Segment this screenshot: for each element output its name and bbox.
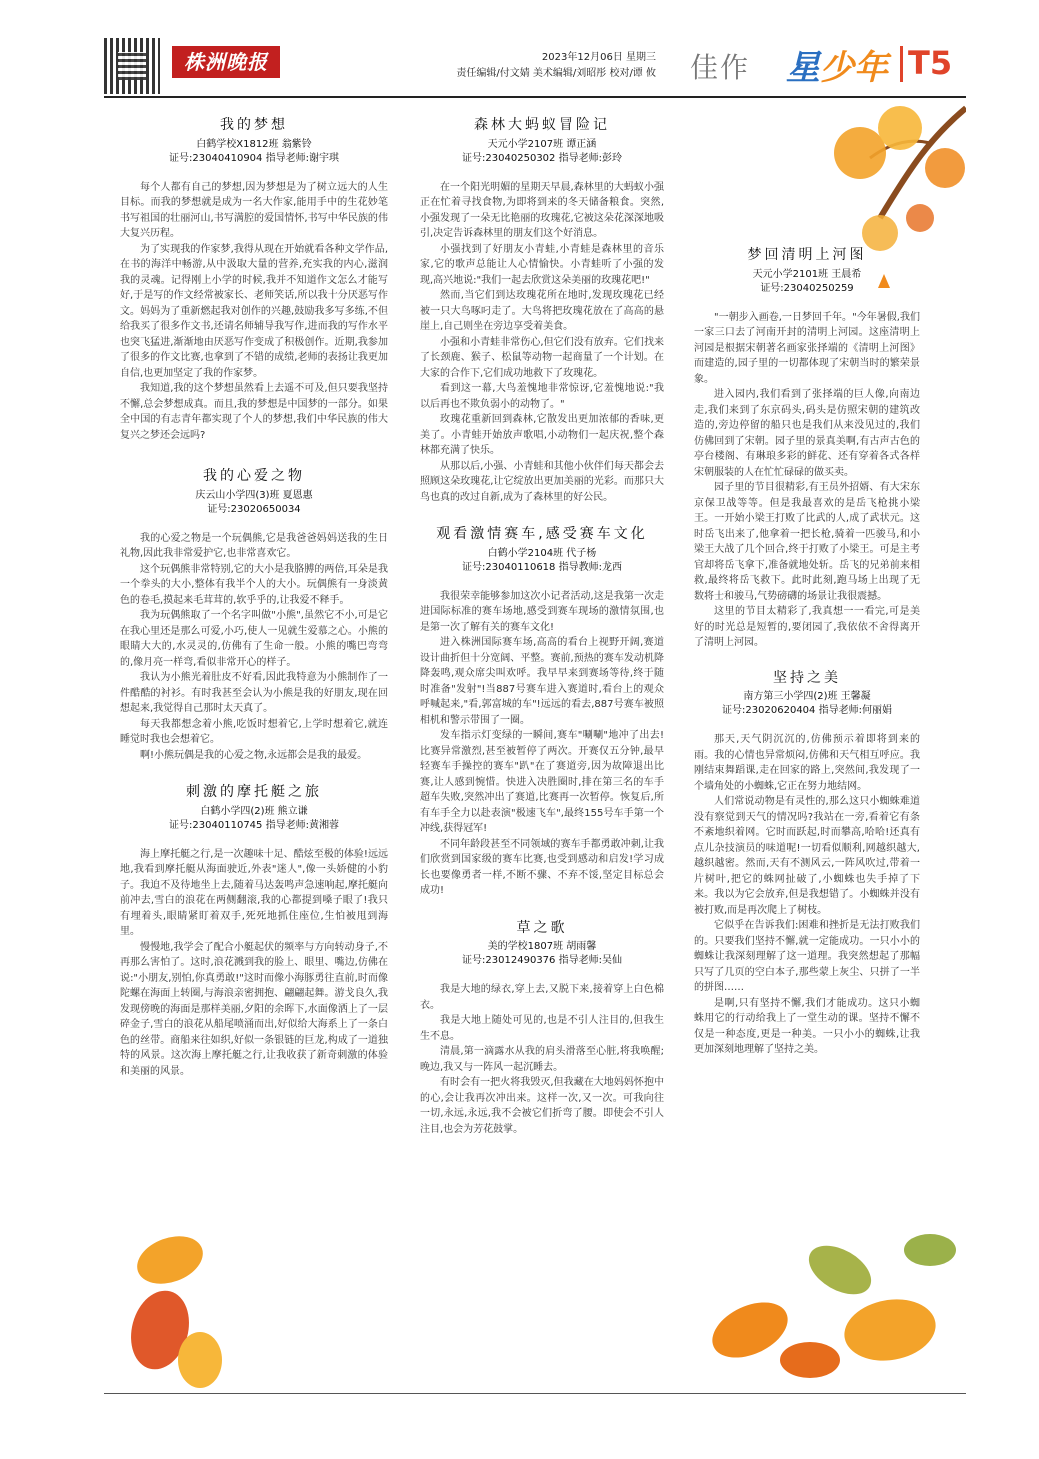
article-grass-song	[420, 921, 664, 1138]
column-2	[420, 118, 664, 1151]
article-paragraph: "一朝步入画卷,一日梦回千年。"今年暑假,我们一家三口去了河南开封的清明上河园。这座清明上河园是根据宋朝著名画家张择端的《清明上河图》而建造的,园子里的一切都体现了宋朝当时的繁荣景象。	[694, 311, 920, 385]
article-paragraph: 进入株洲国际赛车场,高高的看台上视野开阔,赛道设计曲折但十分宽阔、平整。赛前,预热的赛车发动机降降轰鸣,观众席尖叫欢呼。我早早来到赛场等待,终于随时准备"发射"!当887号赛车进入赛道时,看台上的观众呼喊起来,"看,郭富城的车"!远远的看去,887号赛车被照相机和警示带围了一圈。	[420, 637, 664, 726]
article-paragraph: 慢慢地,我学会了配合小艇起伏的频率与方向转动身子,不再那么害怕了。这时,浪花溅到我的脸上、眼里、嘴边,仿佛在说:"小朋友,别怕,你真勇敢!"这时而像小海豚勇往直前,时而像陀螺在海面上转圈,与海浪亲密拥抱、翩翩起舞。游戈良久,我发现傍晚的海面是那样美丽,夕阳的余晖下,水面像洒上了一层碎金子,雪白的浪花从船尾喷涌而出,好似给大海系上了一条白色的丝带。商船来往如织,好似一条银链的巨龙,构成了一道独特的风景。这次海上摩托艇之行,让我收获了新奇刺激的体验和美丽的风景。	[120, 941, 388, 1077]
article-beloved-thing	[120, 469, 388, 763]
footer-rule	[104, 1393, 966, 1394]
article-title: 我的梦想	[220, 117, 288, 133]
article-byline: 天元小学2101班 王晨希	[752, 268, 862, 280]
article-title: 坚持之美	[773, 669, 841, 686]
article-paragraph: 人们常说动物是有灵性的,那么这只小蜘蛛难道没有察觉到天气的情况吗?我站在一旁,看着它有条不紊地织着网。它时而跃起,时而攀高,哈哈!还真有点儿杂技演员的味道呢!一切看似顺利,网越织越大,越织越密。然而,天有不测风云,一阵风吹过,带着一片树叶,把它的蛛网扯破了,小蜘蛛也失手掉了下来。我以为它会放弃,但是我想错了。小蜘蛛并没有被打败,而是再次爬上了树枝。	[694, 796, 920, 916]
article-cert: 证号:23040250302 指导老师:彭玲	[462, 152, 622, 164]
article-title: 森林大蚂蚁冒险记	[474, 117, 610, 133]
section-title: 佳作	[690, 51, 751, 84]
page-divider	[900, 46, 903, 82]
article-paragraph: 它似乎在告诉我们:困难和挫折是无法打败我们的。只要我们坚持不懈,就一定能成功。一只小小的蜘蛛让我深刻理解了这一道理。我突然想起了那幅只写了几页的空白本子,那些蒙上灰尘、只拼了一半的拼图……	[694, 920, 920, 993]
article-byline: 白鹤小学四(2)班 熊立谦	[200, 805, 308, 817]
article-racing	[420, 527, 664, 899]
article-paragraph: 为了实现我的作家梦,我得从现在开始就看各种文学作品,在书的海洋中畅游,从中汲取大量的营养,充实我的内心,滋润我的灵魂。记得刚上小学的时候,我并不知道作文怎么才能写好,于是写的作文经常被家长、老师笑话,所以我十分厌恶写作文。妈妈为了重新燃起我对创作的兴趣,鼓励我多写多练,不但给我买了很多作文书,还请名师辅导我写作,进而我的写作水平也突飞猛进,渐渐地由厌恶写作变成了积极创作。近期,我参加了很多的作文比赛,也拿到了不错的成绩,老师的表扬让我更加自信,也更加坚定了我的作家梦。	[120, 243, 388, 379]
article-paragraph: 我认为小熊光着肚皮不好看,因此我特意为小熊制作了一件酷酷的衬衫。有时我甚至会认为小熊是我的好朋友,现在回想起来,我觉得自己那时太天真了。	[120, 672, 388, 714]
article-paragraph: 从那以后,小强、小青蛙和其他小伙伴们每天都会去照顾这朵玫瑰花,让它绽放出更加美丽的光彩。而那只大鸟也真的改过自新,成为了森林里的好公民。	[420, 460, 664, 503]
article-perseverance	[694, 671, 920, 1058]
leaves-illustration-right	[690, 1210, 966, 1390]
article-paragraph: 看到这一幕,大鸟羞愧地非常惊讶,它羞愧地说:"我以后再也不欺负弱小的动物了。"	[420, 383, 664, 410]
article-title: 观看激情赛车,感受赛车文化	[436, 526, 648, 542]
article-paragraph: 每个人都有自己的梦想,因为梦想是为了树立远大的人生目标。而我的梦想就是成为一名大作家,能用手中的生花妙笔书写祖国的壮丽河山,书写满腔的爱国情怀,书写中华民族的伟大复兴历程。	[120, 181, 388, 239]
article-qingming-dream	[694, 248, 920, 651]
column-1	[120, 118, 388, 1093]
article-paragraph: 我是大地上随处可见的,也是不引人注目的,但我生生不息。	[420, 1015, 664, 1042]
page-number: T5	[908, 44, 953, 82]
article-paragraph: 我的心爱之物是一个玩偶熊,它是我爸爸妈妈送我的生日礼物,因此我非常爱护它,也非常喜欢它。	[120, 532, 388, 559]
article-title: 草之歌	[516, 919, 568, 936]
article-title: 刺激的摩托艇之旅	[186, 784, 322, 800]
article-byline: 白鹤小学2104班 代子杨	[487, 547, 597, 559]
article-cert: 证号:23012490376 指导老师:吴仙	[462, 955, 622, 966]
article-paragraph: 清晨,第一滴露水从我的肩头滑落至心脏,将我唤醒;晚边,我又与一阵风一起沉睡去。	[420, 1046, 664, 1073]
article-my-dream	[120, 118, 388, 443]
issue-staff: 责任编辑/付文婧 美术编辑/刘昭彤 校对/谭 攸	[456, 68, 656, 79]
issue-date: 2023年12月06日 星期三	[541, 52, 656, 63]
supplement-logo-star: 星	[786, 48, 820, 88]
article-title: 梦回清明上河图	[747, 247, 867, 263]
article-byline: 天元小学2107班 谭正涵	[487, 138, 597, 150]
article-ant-adventure	[420, 118, 664, 505]
qr-code	[104, 38, 160, 94]
article-byline: 美的学校1807班 胡雨馨	[487, 941, 597, 952]
article-paragraph: 是啊,只有坚持不懈,我们才能成功。这只小蜘蛛用它的行动给我上了一堂生动的课。坚持不懈不仅是一种态度,更是一种美。一只小小的蜘蛛,让我更加深刻地理解了坚持之美。	[694, 997, 920, 1055]
article-cert: 证号:23020650034	[207, 503, 301, 515]
supplement-logo	[786, 40, 888, 89]
article-paragraph: 我知道,我的这个梦想虽然看上去遥不可及,但只要我坚持不懈,总会梦想成真。而且,我的梦想是中国梦的一部分。如果全中国的有志青年都实现了个人的梦想,我们中华民族的伟大复兴之梦还会远吗?	[120, 383, 388, 441]
supplement-logo-youth: 少年	[820, 48, 888, 88]
article-paragraph: 我为玩偶熊取了一个名字叫做"小熊",虽然它不小,可是它在我心里还是那么可爱,小巧,使人一见就生爱慕之心。小熊的眼睛大大的,水灵灵的,仿佛有了生命一般。小熊的嘴巴弯弯的,像月亮一样弯,看似非常开心的样子。	[120, 610, 388, 668]
article-byline: 庆云山小学四(3)班 夏恩惠	[195, 489, 313, 501]
article-cert: 证号:23020620404 指导老师:何丽娟	[722, 705, 892, 716]
newspaper-logo: 株洲晚报	[172, 46, 280, 78]
article-paragraph: 小强和小青蛙非常伤心,但它们没有放弃。它们找来了长颈鹿、猴子、松鼠等动物一起商量了一个计划。在大家的合作下,它们成功地救下了玫瑰花。	[420, 336, 664, 379]
article-byline: 南方第三小学四(2)班 王馨凝	[743, 691, 871, 702]
article-paragraph: 那天,天气阴沉沉的,仿佛预示着即将到来的雨。我的心情也异常烦闷,仿佛和天气相互呼应。我刚结束舞蹈课,走在回家的路上,突然间,我发现了一个墙角处的小蜘蛛,它正在努力地结网。	[694, 734, 920, 792]
article-jetski-trip	[120, 785, 388, 1079]
article-cert: 证号:23040410904 指导老师:谢宇琪	[169, 152, 339, 164]
article-paragraph: 发车指示灯变绿的一瞬间,赛车"唰唰"地冲了出去!比赛异常激烈,甚至被暂停了两次。开赛仅五分钟,最早轻赛车手操控的赛车"趴"在了赛道旁,因为故障退出比赛,让人感到惋惜。快进入决胜圈时,排在第三名的车手超车失败,突然冲出了赛道,比赛再一次暂停。恢复后,所有车手全力以赴表演"极速飞车",最终155号车手第一个冲线,获得冠军!	[420, 730, 664, 834]
column-3	[694, 248, 920, 1072]
article-paragraph: 啊!小熊玩偶是我的心爱之物,永远都会是我的最爱。	[140, 749, 368, 761]
article-paragraph: 园子里的节目很精彩,有王员外招婿、有大宋东京保卫战等等。但是我最喜欢的是岳飞枪挑小梁王。一开始小梁王打败了比武的人,成了武状元。这时岳飞出来了,他拿着一把长枪,骑着一匹骏马,和小梁王大战了几个回合,终于打败了小梁王。可是主考官却将岳飞拿下,准备就地处斩。岳飞的兄弟前来相救,最终将岳飞救下。此时此刻,跑马场上出现了无数将士和骏马,气势磅礴的场景让我很震撼。	[694, 482, 920, 602]
article-cert: 证号:23040110745 指导老师:黄湘蓉	[169, 819, 339, 831]
article-paragraph: 不同年龄段甚至不同领域的赛车手都勇敢冲刺,让我们欣赏到国家级的赛车比赛,也受到感动和启发!学习成长也要像勇者一样,不断不骤、不弃不馁,坚定目标总会成功!	[420, 838, 664, 896]
article-paragraph: 然而,当它们到达玫瑰花所在地时,发现玫瑰花已经被一只大鸟啄叼走了。大鸟将把玫瑰花放在了高高的悬崖上,自己则坐在旁边享受着美食。	[420, 290, 664, 332]
article-paragraph: 海上摩托艇之行,是一次趣味十足、酷炫至极的体验!远远地,我看到摩托艇从海面驶近,外表"迷人",像一头娇健的小豹子。我迫不及待地坐上去,随着马达轰鸣声急速响起,摩托艇向前冲去,雪白的浪花在两侧翻滚,我的心都提到嗓子眼了!我只有埋着头,眼睛紧盯着双手,死死地抓住座位,生怕被甩到海里。	[120, 848, 388, 937]
article-paragraph: 玫瑰花重新回到森林,它散发出更加浓郁的香味,更美了。小青蛙开始放声歌唱,小动物们一起庆祝,整个森林都充满了快乐。	[420, 414, 664, 456]
article-paragraph: 小强找到了好朋友小青蛙,小青蛙是森林里的音乐家,它的歌声总能让人心情愉快。小青蛙听了小强的发现,高兴地说:"我们一起去欣赏这朵美丽的玫瑰花吧!"	[420, 243, 664, 286]
article-cert: 证号:23040110618 指导教师:龙西	[462, 561, 622, 573]
issue-meta	[436, 50, 656, 82]
article-paragraph: 有时会有一把火将我毁灭,但我藏在大地妈妈怀抱中的心,会让我再次冲出来。这样一次,又一次。可我向往一切,永远,永远,我不会被它们折弯了腰。即使会不引人注目,也会为芳花鼓掌。	[420, 1077, 664, 1135]
article-paragraph: 这个玩偶熊非常特别,它的大小是我胳膊的两倍,耳朵是我一个拳头的大小,整体有我半个人的大小。玩偶熊有一身淡黄色的卷毛,摸起来毛茸茸的,软乎乎的,让我爱不释手。	[120, 563, 388, 606]
article-paragraph: 每天我都想念着小熊,吃饭时想着它,上学时想着它,就连睡觉时我也会想着它。	[120, 718, 388, 745]
article-paragraph: 在一个阳光明媚的星期天早晨,森林里的大蚂蚁小强正在忙着寻找食物,为即将到来的冬天储备粮食。突然,小强发现了一朵无比艳丽的玫瑰花,它被这朵花深深地吸引,决定告诉森林里的朋友们这个好消息。	[420, 181, 664, 239]
article-cert: 证号:23040250259	[760, 282, 854, 294]
article-title: 我的心爱之物	[203, 468, 305, 484]
article-byline: 白鹤学校X1812班 翁紫铃	[196, 138, 312, 150]
article-paragraph: 我是大地的绿衣,穿上去,又脱下来,接着穿上白色棉衣。	[420, 984, 664, 1011]
leaves-illustration-left	[120, 1220, 230, 1390]
article-paragraph: 进入园内,我们看到了张择端的巨人像,向南边走,我们来到了东京码头,码头是仿照宋朝的建筑改造的,旁边停留的船只也是我们从来没见过的,我们仿佛回到了宋朝。园子里的景真美啊,有古声古色的亭台楼阁、有琳琅多彩的鲜花、还有穿着各式各样宋朝服装的人在忙忙碌碌的做买卖。	[694, 389, 920, 478]
article-paragraph: 我很荣幸能够参加这次小记者活动,这是我第一次走进国际标准的赛车场地,感受到赛车现场的激情氛围,也是第一次了解有关的赛车文化!	[420, 590, 664, 633]
article-paragraph: 这里的节目太精彩了,我真想一一看完,可是美好的时光总是短暂的,要闭园了,我依依不舍得离开了清明上河园。	[694, 606, 920, 648]
